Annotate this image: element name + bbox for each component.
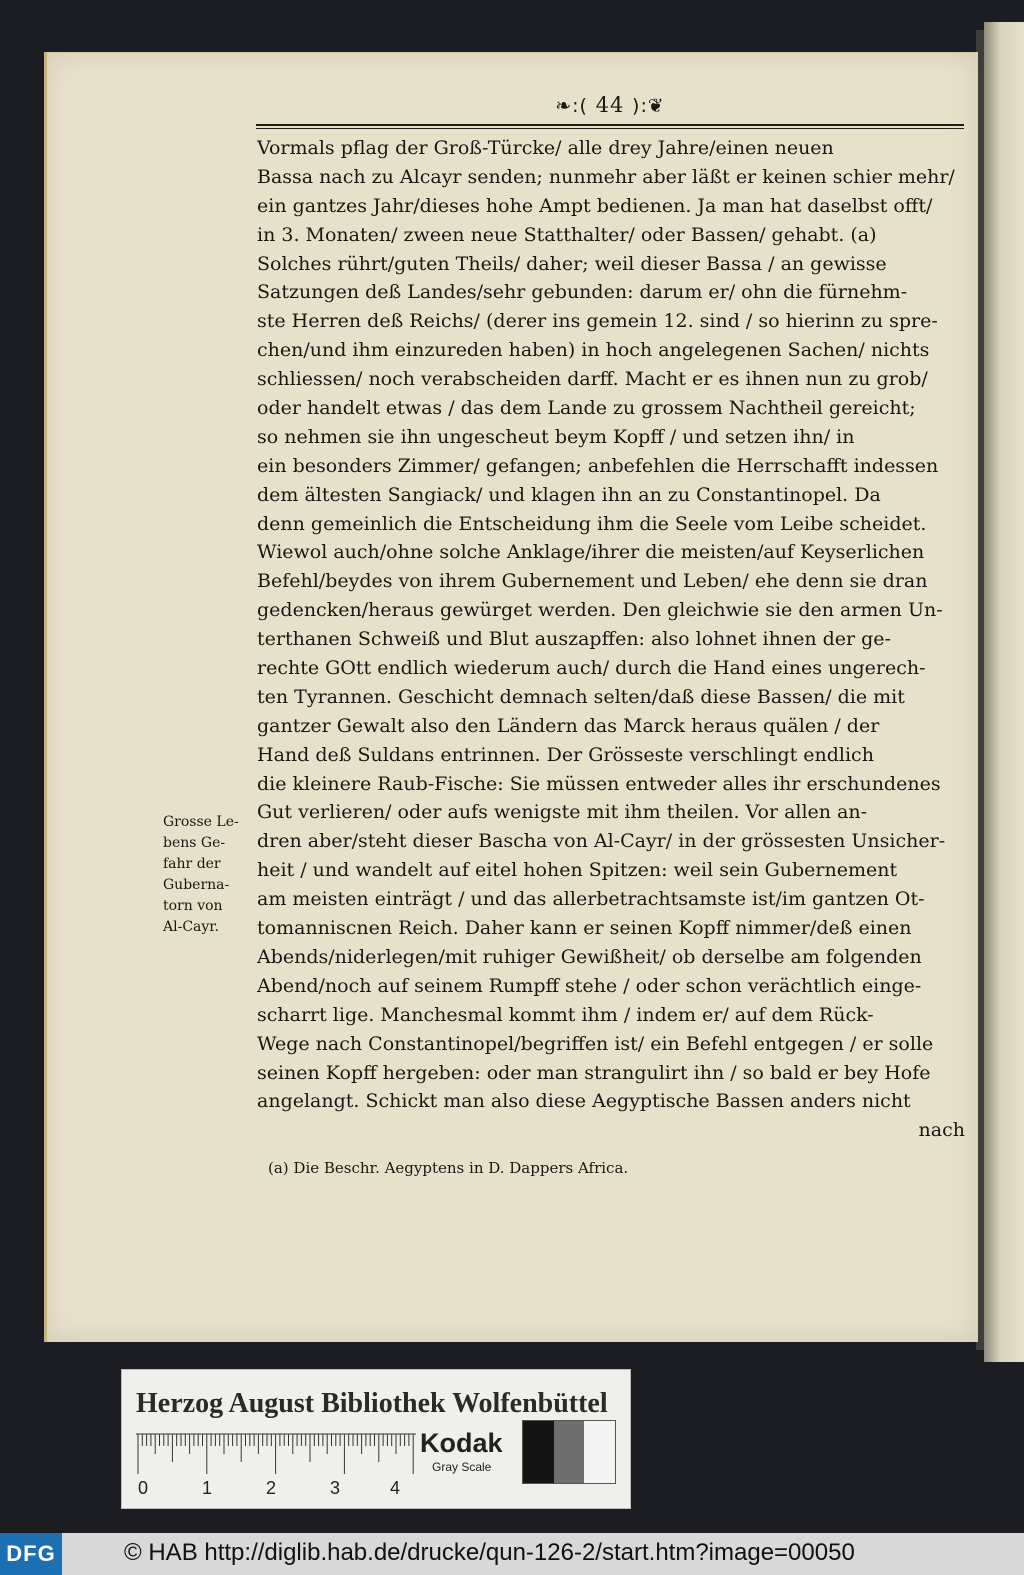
text-line: ein besonders Zimmer/ gefangen; anbefehlen die Herrschafft indessen bbox=[257, 454, 939, 477]
marginal-line: Al-Cayr. bbox=[163, 919, 219, 935]
gray-swatch bbox=[584, 1421, 615, 1483]
text-line: schliessen/ noch verabscheiden darff. Macht er es ihnen nun zu grob/ bbox=[257, 368, 928, 391]
text-line: terthanen Schweiß und Blut auszapffen: also lohnet ihnen der ge- bbox=[257, 628, 891, 651]
text-line: tomanniscnen Reich. Daher kann er seinen Kopff nimmer/deß einen bbox=[257, 917, 912, 940]
page-header bbox=[500, 93, 720, 123]
ruler-icon bbox=[136, 1432, 416, 1474]
scale-number: 4 bbox=[390, 1478, 401, 1498]
text-line: rechte GOtt endlich wiederum auch/ durch die Hand eines ungerech- bbox=[257, 657, 926, 680]
credit-bar bbox=[0, 1533, 1024, 1575]
text-line: so nehmen sie ihn ungescheut beym Kopff / und setzen ihn/ in bbox=[257, 425, 855, 448]
text-line: oder handelt etwas / das dem Lande zu grossem Nachtheil gereicht; bbox=[257, 397, 916, 420]
text-line: dem ältesten Sangiack/ und klagen ihn an zu Constantinopel. Da bbox=[257, 483, 881, 506]
marginal-line: Grosse Le- bbox=[163, 814, 239, 830]
header-rule bbox=[256, 124, 964, 126]
credit-text: © HAB http://diglib.hab.de/drucke/qun-126-2/start.htm?image=00050 bbox=[124, 1539, 855, 1566]
marginal-line: Guberna- bbox=[163, 877, 230, 893]
page-number: 44 bbox=[595, 93, 625, 117]
text-line: heit / und wandelt auf eitel hohen Spitzen: weil sein Gubernement bbox=[257, 859, 898, 882]
gray-swatch bbox=[554, 1421, 585, 1483]
gray-scale-label: Gray Scale bbox=[432, 1460, 492, 1474]
text-line: Vormals pflag der Groß-Türcke/ alle drey Jahre/einen neuen bbox=[257, 137, 834, 159]
text-line: Hand deß Suldans entrinnen. Der Grösseste verschlingt endlich bbox=[257, 743, 874, 766]
text-line: Abend/noch auf seinem Rumpff stehe / oder schon verächtlich einge- bbox=[257, 974, 922, 997]
text-line: in 3. Monaten/ zween neue Statthalter/ oder Bassen/ gehabt. (a) bbox=[257, 223, 877, 246]
text-line: Abends/niderlegen/mit ruhiger Gewißheit/ ob derselbe am folgenden bbox=[257, 945, 922, 968]
text-line: Wiewol auch/ohne solche Anklage/ihrer die meisten/auf Keyserlichen bbox=[257, 541, 925, 564]
facing-page-edge bbox=[984, 22, 1024, 1362]
text-line: gantzer Gewalt also den Ländern das Marck heraus quälen / der bbox=[257, 714, 880, 737]
text-line: scharrt lige. Manchesmal kommt ihm / indem er/ auf dem Rück- bbox=[257, 1003, 874, 1026]
text-line: Satzungen deß Landes/sehr gebunden: darum er/ ohn die fürnehm- bbox=[257, 281, 908, 304]
marginal-line: fahr der bbox=[163, 856, 221, 872]
text-line: Gut verlieren/ oder aufs wenigste mit ihm theilen. Vor allen an- bbox=[257, 801, 868, 824]
text-line: ein gantzes Jahr/dieses hohe Ampt bedienen. Ja man hat daselbst offt/ bbox=[257, 194, 933, 217]
text-line: Bassa nach zu Alcayr senden; nunmehr aber läßt er keinen schier mehr/ bbox=[257, 165, 955, 188]
text-line: seinen Kopff hergeben: oder man strangulirt ihn / so bald er bey Hofe bbox=[257, 1061, 931, 1084]
footnote: (a) Die Beschr. Aegyptens in D. Dappers Africa. bbox=[268, 1159, 629, 1177]
kodak-logo: Kodak bbox=[420, 1428, 503, 1458]
scale-number: 3 bbox=[330, 1478, 341, 1498]
text-line: Solches rührt/guten Theils/ daher; weil dieser Bassa / an gewisse bbox=[257, 252, 887, 275]
dfg-logo: DFG bbox=[0, 1533, 62, 1575]
ornament-left: ❧:( bbox=[555, 95, 588, 117]
text-line: denn gemeinlich die Entscheidung ihm die Seele vom Leibe scheidet. bbox=[257, 512, 927, 535]
marginal-line: bens Ge- bbox=[163, 835, 226, 851]
text-line: nach bbox=[918, 1119, 965, 1142]
marginal-line: torn von bbox=[163, 898, 223, 914]
text-line: angelangt. Schickt man also diese Aegyptische Bassen anders nicht bbox=[257, 1090, 911, 1113]
main-text-block bbox=[257, 134, 965, 1145]
text-line: ten Tyrannen. Geschicht demnach selten/daß diese Bassen/ die mit bbox=[257, 685, 905, 708]
scale-number: 1 bbox=[202, 1478, 213, 1498]
text-line: am meisten einträgt / und das allerbetrachtsamste ist/im gantzen Ot- bbox=[257, 888, 925, 911]
text-line: Befehl/beydes von ihrem Gubernement und Leben/ ehe denn sie dran bbox=[257, 570, 928, 593]
text-line: ste Herren deß Reichs/ (derer ins gemein 12. sind / so hierinn zu spre- bbox=[257, 310, 938, 333]
scale-number: 0 bbox=[138, 1478, 149, 1498]
ornament-right: ):❦ bbox=[632, 95, 665, 117]
text-line: gedencken/heraus gewürget werden. Den gleichwie sie den armen Un- bbox=[257, 599, 943, 622]
text-line: Wege nach Constantinopel/begriffen ist/ ein Befehl entgegen / er solle bbox=[257, 1032, 934, 1055]
color-scale-card bbox=[121, 1369, 631, 1509]
gray-swatches bbox=[522, 1420, 616, 1484]
text-line: die kleinere Raub-Fische: Sie müssen entweder alles ihr erschundenes bbox=[257, 772, 941, 795]
header-rule-thin bbox=[256, 128, 964, 129]
library-name: Herzog August Bibliothek Wolfenbüttel bbox=[136, 1388, 608, 1419]
gray-swatch bbox=[523, 1421, 554, 1483]
marginal-note bbox=[163, 812, 255, 938]
text-line: dren aber/steht dieser Bascha von Al-Cayr/ in der grössesten Unsicher- bbox=[257, 830, 946, 853]
text-line: chen/und ihm einzureden haben) in hoch angelegenen Sachen/ nichts bbox=[257, 339, 930, 362]
scale-number: 2 bbox=[266, 1478, 277, 1498]
